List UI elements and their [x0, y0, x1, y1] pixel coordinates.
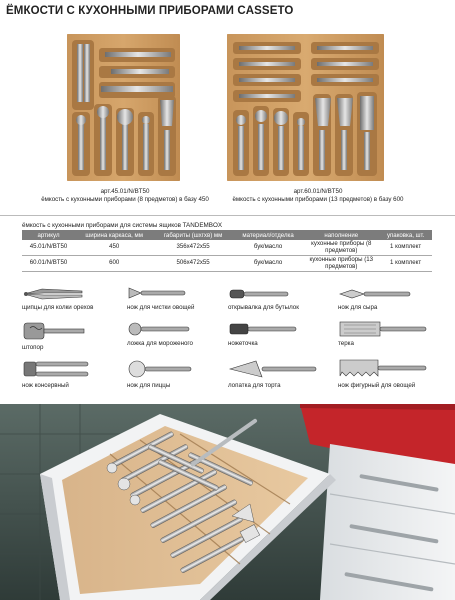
table-cell: 450: [75, 240, 153, 256]
nutcracker-icon: [22, 286, 92, 302]
table-cell: 356x472x55: [153, 240, 233, 256]
column-header: упаковка, шт.: [379, 230, 432, 240]
column-header: артикул: [22, 230, 75, 240]
product-description: ёмкость с кухонными приборами (8 предметов) в базу 450: [41, 195, 209, 203]
knife-sharpener-icon: [228, 320, 298, 338]
page-title: ЁМКОСТИ С КУХОННЫМИ ПРИБОРАМИ CASSETO: [6, 5, 294, 17]
cake-server-icon: [228, 358, 318, 380]
corkscrew-icon: [22, 320, 92, 342]
table-cell: кухонные приборы (13 предметов): [303, 256, 379, 272]
tool-label: ножеточка: [228, 340, 258, 347]
table-cell: кухонные приборы (8 предметов): [303, 240, 379, 256]
tray-image-8-items: [67, 34, 180, 181]
spec-table: [22, 230, 432, 272]
tool-label: открывалка для бутылок: [228, 304, 299, 311]
tool-label: ложка для мороженого: [127, 340, 193, 347]
product-article: арт.45.01/N/BT50: [100, 188, 150, 195]
tool-label: нож для пиццы: [127, 382, 171, 389]
table-row: [22, 256, 432, 272]
tool-cake-server: [228, 358, 348, 389]
grater-icon: [338, 320, 428, 338]
tool-crinkle-cutter: [338, 356, 455, 389]
cheese-knife-icon: [338, 286, 412, 302]
table-cell: бук/масло: [233, 256, 303, 272]
tool-label: терка: [338, 340, 354, 347]
tool-label: нож для сыра: [338, 304, 378, 311]
tray-image-13-items: [227, 34, 384, 181]
column-header: габариты (шхгхв) мм: [153, 230, 233, 240]
tool-corkscrew: [22, 320, 142, 351]
column-header: материал/отделка: [233, 230, 303, 240]
pizza-cutter-icon: [127, 358, 193, 380]
tool-nutcracker: [22, 286, 142, 311]
ice-cream-scoop-icon: [127, 320, 193, 338]
product-caption-2: [218, 188, 418, 203]
divider: [0, 215, 455, 216]
table-row: [22, 240, 432, 256]
tool-grater: [338, 320, 455, 347]
product-article: арт.60.01/N/BT50: [293, 188, 343, 195]
table-title: ёмкость с кухонными приборами для системы ящиков TANDEMBOX: [22, 222, 223, 229]
table-cell: 45.01/N/BT50: [22, 240, 75, 256]
tool-cheese-knife: [338, 286, 455, 311]
table-cell: 506x472x55: [153, 256, 233, 272]
table-header-row: [22, 230, 432, 240]
column-header: ширина каркаса, мм: [75, 230, 153, 240]
product-caption-1: [30, 188, 220, 203]
table-cell: 1 комплект: [379, 240, 432, 256]
tool-label: щипцы для колки орехов: [22, 304, 94, 311]
crinkle-cutter-icon: [338, 356, 428, 380]
tool-can-opener: [22, 358, 142, 389]
tool-label: нож фигурный для овощей: [338, 382, 416, 389]
table-cell: 1 комплект: [379, 256, 432, 272]
table-cell: бук/масло: [233, 240, 303, 256]
tool-label: нож для чистки овощей: [127, 304, 195, 311]
tool-label: нож консервный: [22, 382, 69, 389]
tool-label: лопатка для торта: [228, 382, 281, 389]
table-cell: 600: [75, 256, 153, 272]
table-cell: 60.01/N/BT50: [22, 256, 75, 272]
tool-bottle-opener: [228, 286, 348, 311]
drawer-photo: [0, 404, 455, 600]
column-header: наполнение: [303, 230, 379, 240]
can-opener-icon: [22, 358, 92, 380]
product-description: ёмкость с кухонными приборами (13 предметов) в базу 600: [232, 195, 404, 203]
peeler-icon: [127, 284, 189, 302]
tool-label: штопор: [22, 344, 44, 351]
tool-knife-sharpener: [228, 320, 348, 347]
bottle-opener-icon: [228, 286, 290, 302]
